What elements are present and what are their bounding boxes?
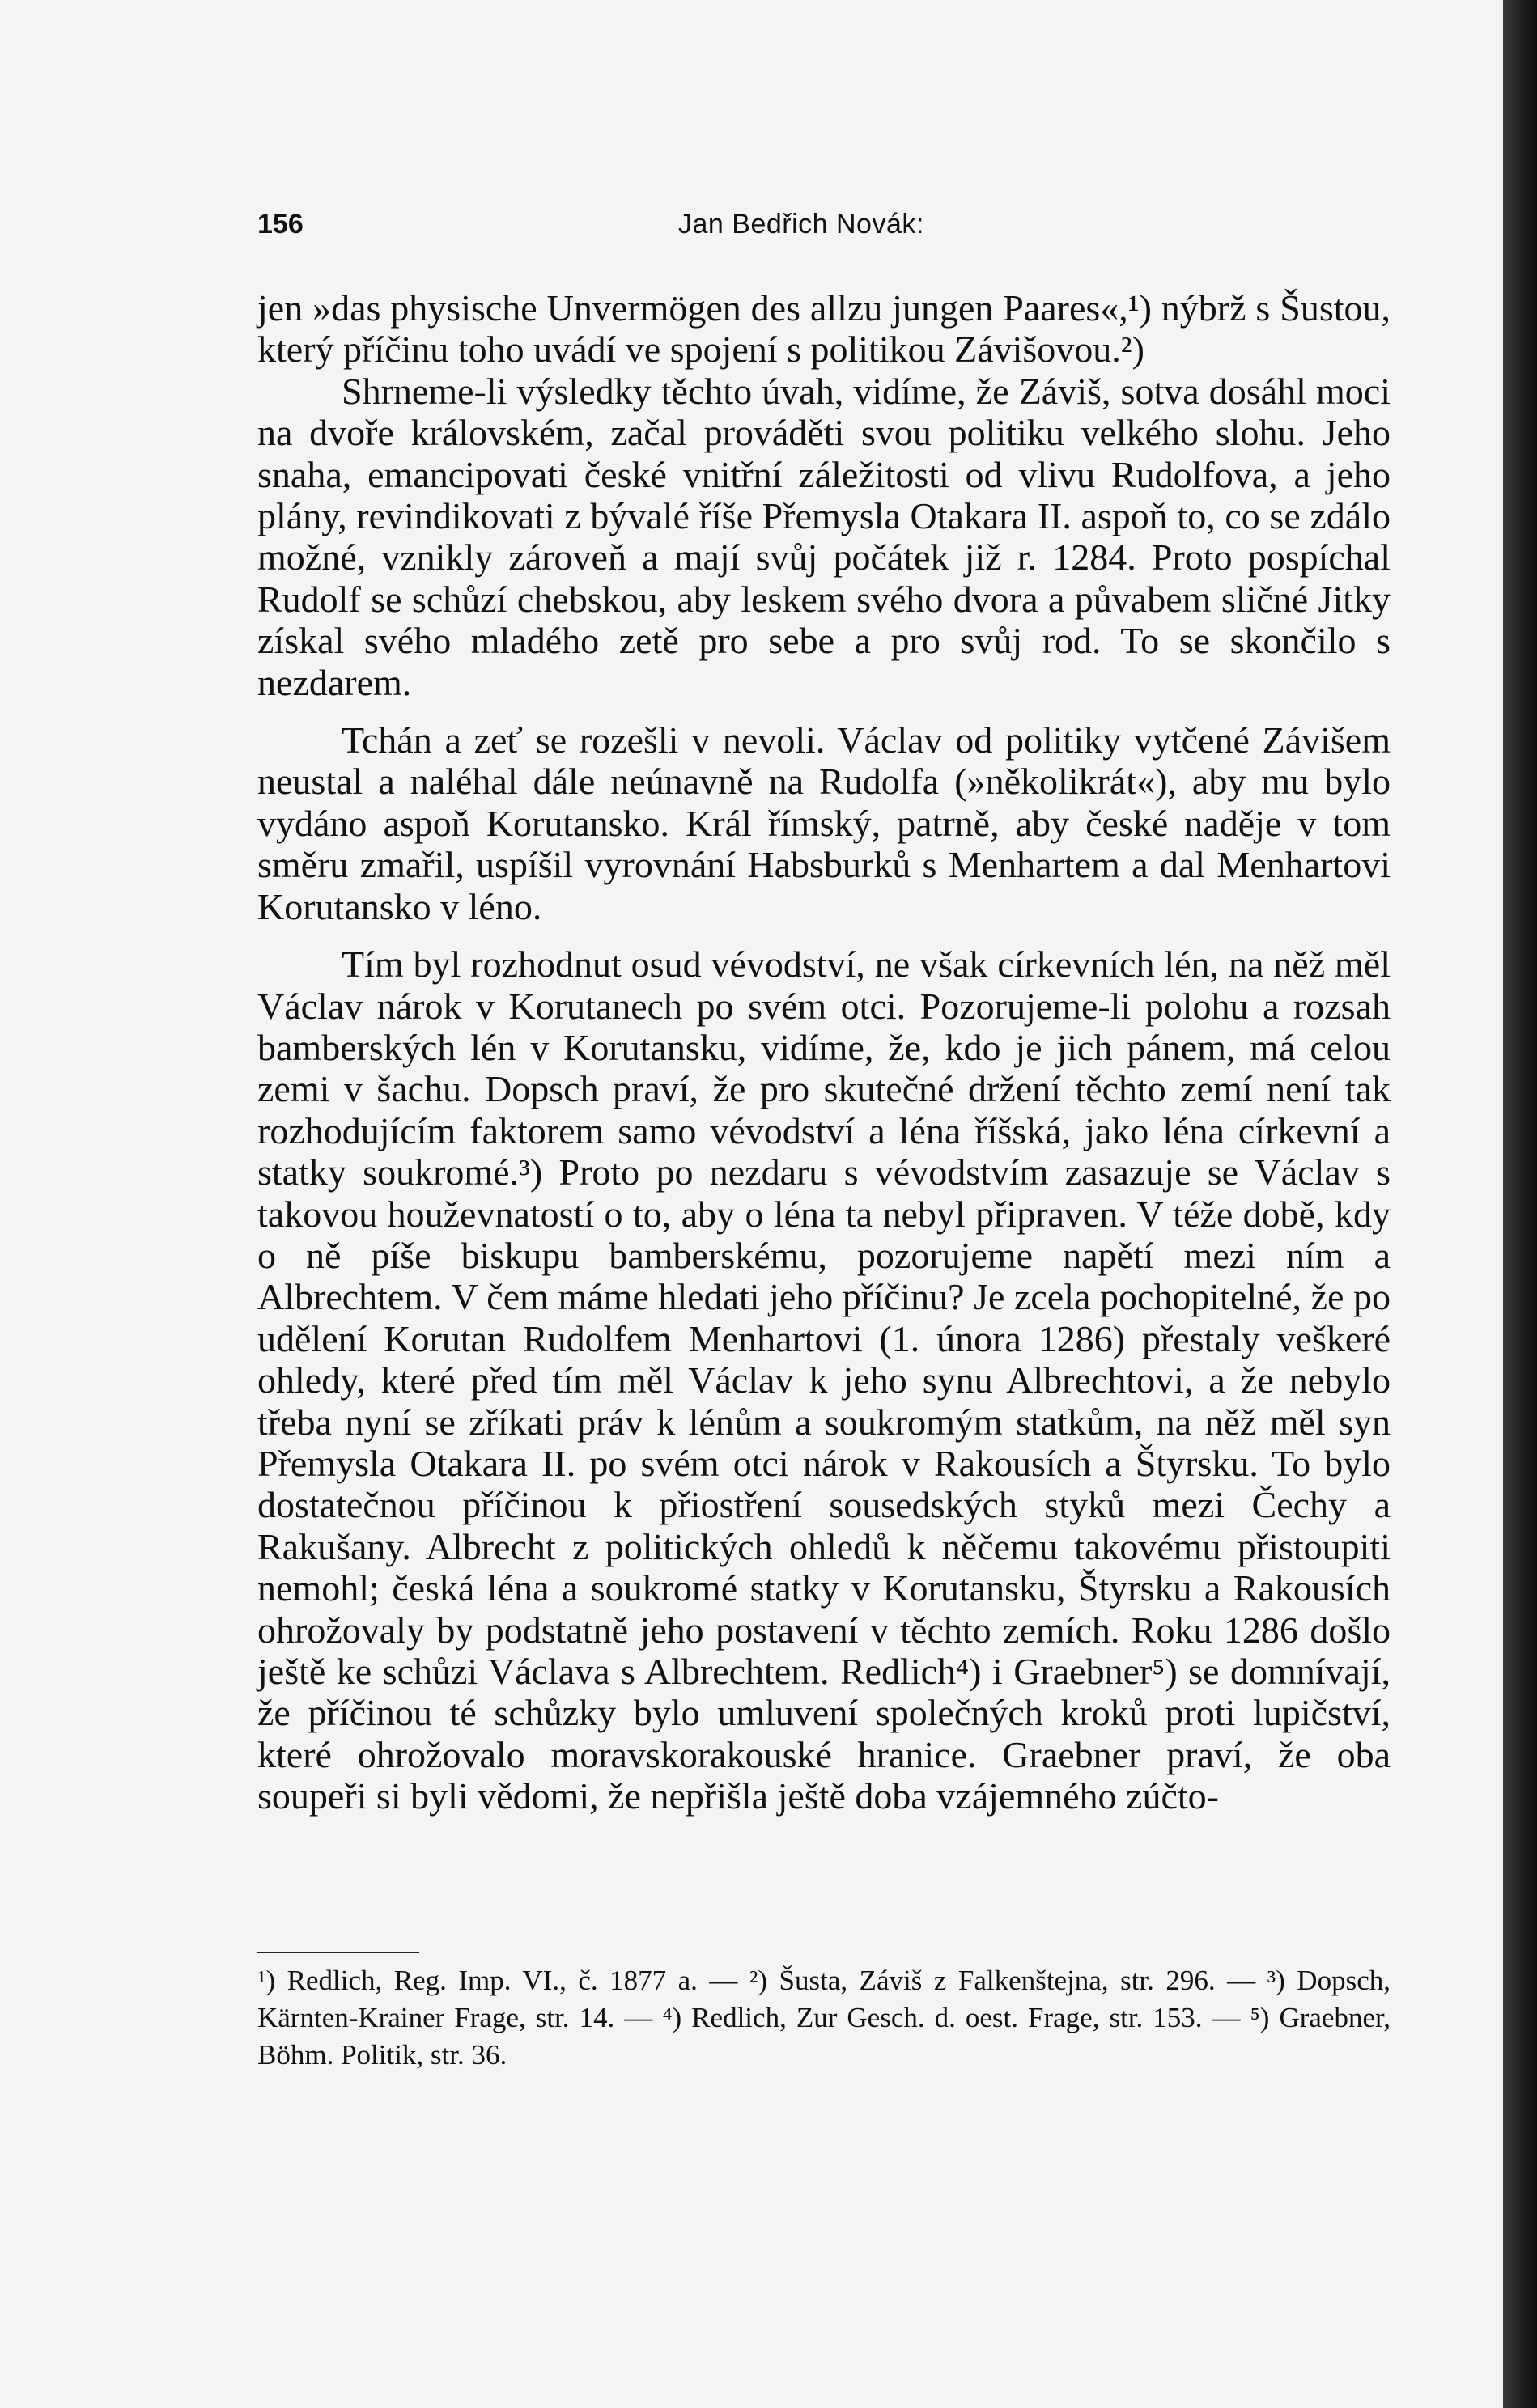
paragraph: Tím byl rozhodnut osud vévodství, ne však církevních lén, na něž měl Václav nárok v Korutanech po svém otci. Pozorujeme-li polohu a rozsah bamberských lén v Korutansku, vidíme, že, kdo je jich pánem, má celou zemi v šachu. Dopsch praví, že pro skutečné držení těchto zemí není tak rozhodujícím faktorem samo vévodství a léna říšská, jako léna církevní a statky soukromé.³) Proto po nezdaru s vévodstvím zasazuje se Václav s takovou houževnatostí o to, aby o léna ta nebyl připraven. V téže době, kdy o ně píše biskupu bamberskému, pozorujeme napětí mezi ním a Albrechtem. V čem máme hledati jeho příčinu? Je zcela pochopitelné, že po udělení Korutan Rudolfem Menhartovi (1. února 1286) přestaly veškeré ohledy, které před tím měl Václav k jeho synu Albrechtovi, a že nebylo třeba nyní se zříkati práv k lénům a soukromým statkům, na něž měl syn Přemysla Otakara II. po svém otci nárok v Rakousích a Štyrsku. To bylo dostatečnou příčinou k přiostření sousedských styků mezi Čechy a Rakušany. Albrecht z politických ohledů k něčemu takovému přistoupiti nemohl; česká léna a soukromé statky v Korutansku, Štyrsku a Rakousích ohrožovaly by podstatně jeho postavení v těchto zemích. Roku 1286 došlo ještě ke schůzi Václava s Albrechtem. Redlich⁴) i Graebner⁵) se domnívají, že příčinou té schůzky bylo umluvení společných kroků proti lupičství, které ohrožovalo moravskorakouské hranice. Graebner praví, že oba soupeři si byli vědomi, že nepřišla ještě doba vzájemného zúčto- xyxy=(257,943,1391,1817)
footnotes: ¹) Redlich, Reg. Imp. VI., č. 1877 a. — ²) Šusta, Záviš z Falkenštejna, str. 296. — ³) Dopsch, Kärnten-Krainer Frage, str. 14. — ⁴) Redlich, Zur Gesch. d. oest. Frage, str. 153. — ⁵) Graebner, Böhm. Politik, str. 36. xyxy=(257,1965,1391,2071)
page-header xyxy=(257,201,1269,249)
main-text xyxy=(257,287,1391,1817)
paragraph: Shrneme-li výsledky těchto úvah, vidíme, že Záviš, sotva dosáhl moci na dvoře královském, začal prováděti svou politiku velkého slohu. Jeho snaha, emancipovati české vnitřní záležitosti od vlivu Rudolfova, a jeho plány, revindikovati z bývalé říše Přemysla Otakara II. aspoň to, co se zdálo možné, vznikly zároveň a mají svůj počátek již r. 1284. Proto pospíchal Rudolf se schůzí chebskou, aby leskem svého dvora a půvabem sličné Jitky získal svého mladého zetě pro sebe a pro svůj rod. To se skončilo s nezdarem. xyxy=(257,370,1391,703)
footnote-divider xyxy=(257,1952,419,1953)
paragraph-continued: jen »das physische Unvermögen des allzu jungen Paares«,¹) nýbrž s Šustou, který příčinu toho uvádí ve spojení s politikou Závišovou.²) xyxy=(257,287,1391,371)
page-number: 156 xyxy=(257,209,304,240)
paragraph: Tchán a zeť se rozešli v nevoli. Václav od politiky vytčené Závišem neustal a naléhal dále neúnavně na Rudolfa (»několikrát«), aby mu bylo vydáno aspoň Korutansko. Král římský, patrně, aby české naděje v tom směru zmařil, uspíšil vyrovnání Habsburků s Menhartem a dal Menhartovi Korutansko v léno. xyxy=(257,719,1391,927)
scan-edge-shadow xyxy=(1503,0,1537,2408)
running-head: Jan Bedřich Novák: xyxy=(678,209,924,240)
